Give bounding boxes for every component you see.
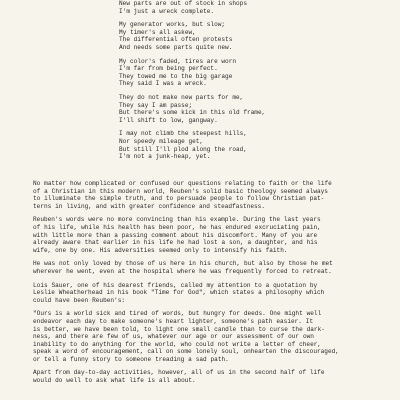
paragraph-2 — [33, 216, 378, 254]
text-line: would do well to ask what life is all about. — [33, 377, 196, 385]
text-line: Reuben's words were no more convincing than his example. During the last years — [33, 216, 321, 224]
poem — [119, 0, 369, 167]
text-line: inability to do anything for the world, who could not write a letter of cheer, — [33, 340, 322, 348]
text-line: already aware that earlier in his life he had lost a son, a daughter, and his — [33, 239, 318, 247]
paragraph-3 — [33, 260, 378, 275]
text-line: Leslie Wheatherhead in his book "Time for God", which states a philosophy which — [33, 289, 325, 297]
text-line: of a Christian in this modern world, Reuben's solid basic theology seemed always — [33, 187, 328, 195]
poem-stanza-2 — [119, 21, 369, 51]
text-line: wife, one by one. His adversities seemed only to intensify his faith. — [33, 246, 288, 254]
poem-stanza-3 — [119, 58, 369, 88]
paragraph-1 — [33, 180, 378, 210]
poem-line: They towed me to the big garage — [119, 72, 233, 80]
text-line: terns in living, and with greater confidence and steadfastness. — [33, 202, 265, 210]
poem-line: My generator works, but slow; — [119, 21, 226, 29]
paragraph-6 — [33, 369, 378, 384]
prose-body — [33, 180, 378, 391]
poem-line: And needs some parts quite new. — [119, 43, 233, 51]
text-line: of his life, while his health has been poor, he has endured excruciating pain, — [33, 223, 321, 231]
text-line: wherever he went, even at the hospital where he was frequently forced to retreat. — [33, 267, 332, 275]
text-line: No matter how complicated or confused our questions relating to faith or the life — [33, 180, 332, 187]
text-line: to illuminate the simple truth, and to persuade people to follow Christian pat- — [33, 195, 325, 203]
poem-line: They do not make new parts for me, — [119, 93, 244, 101]
text-line: speak a word of encouragement, call on some lonely soul, onhearten the discouraged, — [33, 348, 339, 356]
text-line: could have been Reuben's: — [33, 296, 126, 304]
paragraph-4 — [33, 282, 378, 305]
text-line: "Ours is a world sick and tired of words, but hungry for deeds. One might well — [33, 310, 322, 318]
poem-stanza-5 — [119, 130, 369, 160]
text-line: Apart from day-to-day activities, however, all of us in the second half of life — [33, 369, 325, 377]
poem-line: Nor speedy mileage get, — [119, 137, 204, 145]
poem-line: I'll shift to low, gangway. — [119, 116, 218, 124]
text-line: is better, we have been told, to light one small candle than to curse the dark- — [33, 325, 325, 333]
poem-line: I may not climb the steepest hills, — [119, 130, 247, 138]
poem-line: But still I'll plod along the road, — [119, 145, 247, 153]
poem-line: I'm not a junk-heap, yet. — [119, 153, 211, 161]
poem-line: My timer's all askew, — [119, 28, 196, 36]
poem-line: I'm far from being perfect. — [119, 65, 218, 73]
text-line: ness, and there are few of us, whatever our age or our assessment of our own — [33, 333, 314, 341]
text-line: Lois Sauer, one of his dearest friends, called my attention to a quotation by — [33, 281, 318, 289]
poem-stanza-4 — [119, 94, 369, 124]
poem-line: But there's some kick in this old frame, — [119, 109, 266, 117]
text-line: endeavor each day to make someone's heart lighter, someone's path easier. It — [33, 317, 314, 325]
text-line: with little more than a passing comment about his discomfort. Many of you are — [33, 231, 318, 239]
poem-stanza-1 — [119, 0, 369, 15]
poem-line: My color's faded, tires are worn — [119, 57, 237, 65]
poem-line: They say I am passe; — [119, 101, 193, 109]
paragraph-5 — [33, 310, 378, 363]
text-line: He was not only loved by those of us here in his church, but also by those he met — [33, 260, 333, 268]
poem-line: The differential often protests — [119, 36, 233, 44]
text-line: or tell a funny story to someone treading a sad path. — [33, 355, 229, 363]
poem-line: I'm just a wreck complete. — [119, 7, 215, 15]
poem-line: They said I was a wreck. — [119, 80, 207, 88]
poem-line: New parts are out of stock in shops — [119, 0, 247, 7]
